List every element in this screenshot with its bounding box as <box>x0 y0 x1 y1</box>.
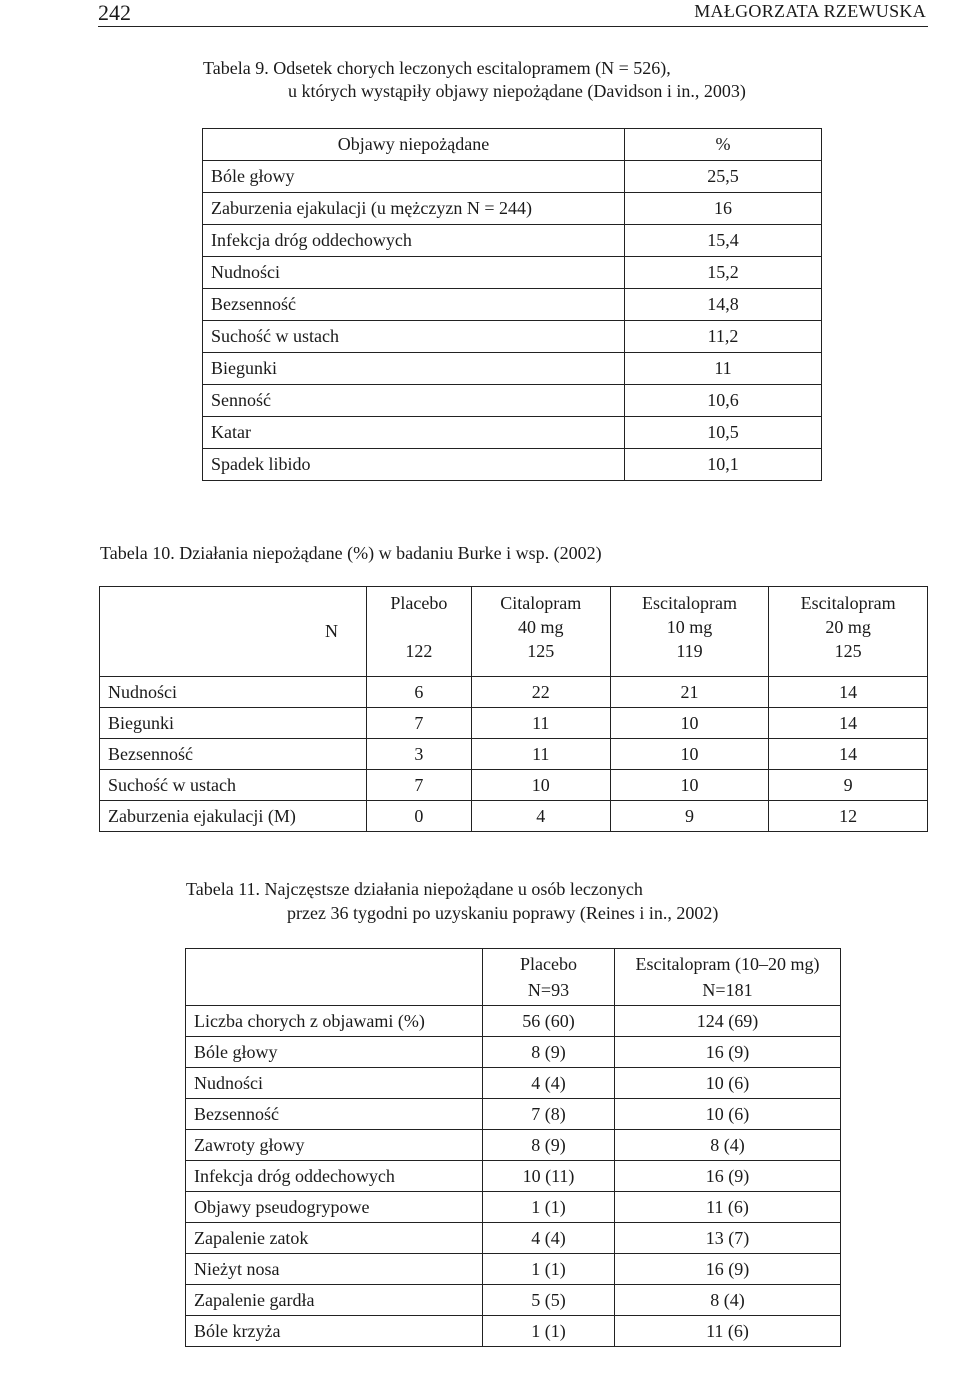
cell-value: 11 <box>471 708 610 739</box>
table11-caption-line2: przez 36 tygodni po uzyskaniu poprawy (Reines i in., 2002) <box>287 903 719 923</box>
col-name: Escitalopram (10–20 mg) <box>635 954 820 974</box>
col-name: Escitalopram <box>642 593 737 613</box>
row-label: Biegunki <box>100 708 367 739</box>
row-label: Infekcja dróg oddechowych <box>186 1161 483 1192</box>
row-label: Spadek libido <box>203 449 625 481</box>
table-row <box>203 385 822 417</box>
row-label: Senność <box>203 385 625 417</box>
table-header-row <box>100 587 928 677</box>
col-dose <box>375 615 463 639</box>
cell-value: 56 (60) <box>483 1006 615 1037</box>
table-row <box>100 677 928 708</box>
table-row <box>203 193 822 225</box>
row-label: Nudności <box>186 1068 483 1099</box>
table-row <box>203 321 822 353</box>
cell-value: 9 <box>610 801 769 832</box>
cell-value: 7 <box>367 708 472 739</box>
row-label: Suchość w ustach <box>203 321 625 353</box>
cell-value: 8 (4) <box>615 1130 841 1161</box>
row-label: Nieżyt nosa <box>186 1254 483 1285</box>
row-value: 10,1 <box>625 449 822 481</box>
col-dose: 10 mg <box>666 617 713 637</box>
table9 <box>202 128 822 481</box>
table-header-row <box>186 949 841 1006</box>
row-label: Objawy pseudogrypowe <box>186 1192 483 1223</box>
row-label: Bóle krzyża <box>186 1316 483 1347</box>
col-header-percent: % <box>625 129 822 161</box>
table-header-row <box>203 129 822 161</box>
col-header-escitalopram-20 <box>769 587 928 677</box>
table-row <box>203 449 822 481</box>
table-row <box>186 1223 841 1254</box>
cell-value: 7 (8) <box>483 1099 615 1130</box>
table-row <box>203 161 822 193</box>
empty-header-cell <box>186 949 483 1006</box>
cell-value: 8 (4) <box>615 1285 841 1316</box>
col-name: Placebo <box>390 593 448 613</box>
row-value: 11,2 <box>625 321 822 353</box>
table-row <box>186 1285 841 1316</box>
cell-value: 1 (1) <box>483 1192 615 1223</box>
cell-value: 4 (4) <box>483 1223 615 1254</box>
col-n: 125 <box>527 641 555 661</box>
row-value: 25,5 <box>625 161 822 193</box>
row-label: Bezsenność <box>203 289 625 321</box>
table-row <box>203 257 822 289</box>
row-label: Bezsenność <box>186 1099 483 1130</box>
table9-caption-line2: u których wystąpiły objawy niepożądane (Davidson i in., 2003) <box>288 81 746 101</box>
col-n: 119 <box>676 641 703 661</box>
cell-value: 14 <box>769 677 928 708</box>
col-n: N=181 <box>702 980 753 1000</box>
row-label: Bóle głowy <box>203 161 625 193</box>
cell-value: 9 <box>769 770 928 801</box>
table-row <box>186 1099 841 1130</box>
table-row <box>100 708 928 739</box>
table-row <box>100 770 928 801</box>
table-row <box>186 1037 841 1068</box>
cell-value: 11 (6) <box>615 1192 841 1223</box>
cell-value: 21 <box>610 677 769 708</box>
cell-value: 10 (6) <box>615 1099 841 1130</box>
cell-value: 11 <box>471 739 610 770</box>
row-value: 10,6 <box>625 385 822 417</box>
cell-value: 10 <box>610 739 769 770</box>
row-label: Bóle głowy <box>186 1037 483 1068</box>
table-row <box>186 1316 841 1347</box>
cell-value: 0 <box>367 801 472 832</box>
table-row <box>186 1006 841 1037</box>
col-n: 125 <box>834 641 862 661</box>
cell-value: 3 <box>367 739 472 770</box>
cell-value: 4 (4) <box>483 1068 615 1099</box>
row-label: Zaburzenia ejakulacji (M) <box>100 801 367 832</box>
cell-value: 10 <box>610 770 769 801</box>
cell-value: 14 <box>769 739 928 770</box>
n-label: N <box>100 587 367 677</box>
col-n: N=93 <box>527 980 570 1000</box>
col-name: Escitalopram <box>800 593 896 613</box>
row-value: 16 <box>625 193 822 225</box>
row-value: 14,8 <box>625 289 822 321</box>
page-number: 242 <box>98 0 131 25</box>
cell-value: 13 (7) <box>615 1223 841 1254</box>
cell-value: 8 (9) <box>483 1037 615 1068</box>
table-row <box>203 417 822 449</box>
col-name: Citalopram <box>500 593 582 613</box>
col-header-citalopram <box>471 587 610 677</box>
cell-value: 124 (69) <box>615 1006 841 1037</box>
table11-caption-line1: Tabela 11. Najczęstsze działania niepożądane u osób leczonych <box>186 879 643 899</box>
cell-value: 5 (5) <box>483 1285 615 1316</box>
row-label: Suchość w ustach <box>100 770 367 801</box>
col-n: 122 <box>405 641 433 661</box>
row-label: Zawroty głowy <box>186 1130 483 1161</box>
cell-value: 16 (9) <box>615 1254 841 1285</box>
cell-value: 6 <box>367 677 472 708</box>
table-row <box>203 289 822 321</box>
row-label: Liczba chorych z objawami (%) <box>186 1006 483 1037</box>
row-label: Zaburzenia ejakulacji (u mężczyzn N = 244) <box>203 193 625 225</box>
cell-value: 4 <box>471 801 610 832</box>
col-header-escitalopram-10 <box>610 587 769 677</box>
table-row <box>186 1130 841 1161</box>
col-header-placebo <box>483 949 615 1006</box>
table-row <box>186 1161 841 1192</box>
row-value: 15,4 <box>625 225 822 257</box>
table-row <box>203 353 822 385</box>
cell-value: 11 (6) <box>615 1316 841 1347</box>
col-header-symptoms: Objawy niepożądane <box>203 129 625 161</box>
row-label: Nudności <box>100 677 367 708</box>
cell-value: 16 (9) <box>615 1037 841 1068</box>
row-label: Biegunki <box>203 353 625 385</box>
table-row <box>186 1254 841 1285</box>
col-dose: 20 mg <box>825 617 871 637</box>
table-row <box>203 225 822 257</box>
col-header-escitalopram <box>615 949 841 1006</box>
row-value: 10,5 <box>625 417 822 449</box>
table-row <box>186 1192 841 1223</box>
col-dose: 40 mg <box>517 617 564 637</box>
running-title: MAŁGORZATA RZEWUSKA <box>694 1 926 21</box>
cell-value: 22 <box>471 677 610 708</box>
table11 <box>185 948 841 1347</box>
row-value: 15,2 <box>625 257 822 289</box>
table10 <box>99 586 928 832</box>
row-value: 11 <box>625 353 822 385</box>
cell-value: 10 <box>610 708 769 739</box>
cell-value: 16 (9) <box>615 1161 841 1192</box>
cell-value: 10 <box>471 770 610 801</box>
row-label: Infekcja dróg oddechowych <box>203 225 625 257</box>
table-row <box>100 801 928 832</box>
table10-caption: Tabela 10. Działania niepożądane (%) w badaniu Burke i wsp. (2002) <box>100 543 602 563</box>
running-header <box>98 0 928 27</box>
col-name: Placebo <box>520 954 577 974</box>
col-header-placebo <box>367 587 472 677</box>
cell-value: 1 (1) <box>483 1254 615 1285</box>
cell-value: 7 <box>367 770 472 801</box>
row-label: Zapalenie gardła <box>186 1285 483 1316</box>
table-row <box>186 1068 841 1099</box>
row-label: Katar <box>203 417 625 449</box>
row-label: Zapalenie zatok <box>186 1223 483 1254</box>
table9-caption-line1: Tabela 9. Odsetek chorych leczonych escitalopramem (N = 526), <box>203 58 671 78</box>
cell-value: 1 (1) <box>483 1316 615 1347</box>
cell-value: 10 (11) <box>483 1161 615 1192</box>
table-row <box>100 739 928 770</box>
cell-value: 12 <box>769 801 928 832</box>
row-label: Nudności <box>203 257 625 289</box>
cell-value: 8 (9) <box>483 1130 615 1161</box>
cell-value: 14 <box>769 708 928 739</box>
cell-value: 10 (6) <box>615 1068 841 1099</box>
row-label: Bezsenność <box>100 739 367 770</box>
